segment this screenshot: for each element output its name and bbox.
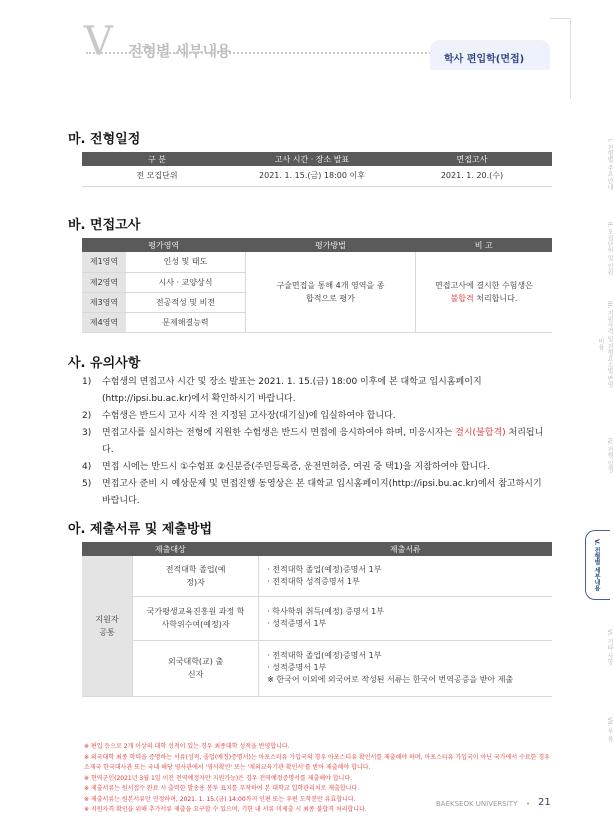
footnote: ※ 외국대학 최종 학력을 증명하는 서류(성적, 졸업(예정)증명서)는 아포스티유 가입국의 경우 아포스티유 확인서를 제출해야 하며, 아포스티유 가입국이 아닌 국가에서 수료한 경우 소재국 한국대사관 또는 국내 해당 영사관에서 '영사확인' 또는 '재외교육기관 확인서'를 받아 제출해야 합니다. <box>84 753 550 771</box>
section-tab-label: 학사 편입학(면접) <box>444 54 525 65</box>
note-number: 5) <box>82 479 92 489</box>
target-label: 전적대학 졸업(예정)자 <box>165 564 226 587</box>
side-nav-item-3[interactable]: III. 지원자격 및 전형요소별 반영비율 <box>597 300 613 388</box>
notes-list <box>82 374 552 510</box>
side-nav-item-6[interactable]: VI. 기타 사항 <box>606 629 613 665</box>
notes-heading: 사. 유의사항 <box>68 356 141 371</box>
footer-dot: • <box>526 800 531 808</box>
side-nav-item-4[interactable]: IV. 전형 일정 <box>606 437 613 473</box>
table-header-cell: 구 분 <box>82 152 232 166</box>
docs-cell <box>259 596 552 640</box>
remark-red-text: 불합격 <box>450 293 474 303</box>
docs-cell <box>259 556 552 596</box>
schedule-heading: 마. 전형일정 <box>68 132 141 147</box>
docs-table <box>82 542 552 697</box>
doc-line: · 성적증명서 1부 <box>267 619 327 628</box>
note-number: 3) <box>82 428 92 438</box>
chapter-letter: V <box>84 19 113 65</box>
footer-university: BAEKSEOK UNIVERSITY <box>436 800 518 808</box>
note-red-text: 결시(불합격) <box>455 428 506 438</box>
note-text: 면접고사 준비 시 예상문제 및 면접진행 동영상은 본 대학교 입시홈페이지(http://ipsi.bu.ac.kr)에서 참고하시기 바랍니다. <box>102 479 542 506</box>
footnote: ※ 현역군인(2021년 3월 1일 이전 전역예정자만 지원가능)은 경우 전역예정증명서를 제출해야 합니다. <box>84 774 353 782</box>
list-item <box>82 476 552 510</box>
header-bracket <box>550 18 571 99</box>
list-item <box>82 459 552 476</box>
target-label: 국가평생교육진흥원 과정 학사학위수여(예정)자 <box>146 607 245 629</box>
footnote: ※ 지원자격 확인을 위해 추가서류 제출을 요구할 수 있으며, 기한 내 서류 미제출 시 최종 불합격 처리합니다. <box>84 806 367 813</box>
note-number: 1) <box>82 377 92 387</box>
method-text: 구술면접을 통해 4개 영역을 종합적으로 평가 <box>276 280 385 303</box>
list-item <box>82 425 552 459</box>
area-number: 제4영역 <box>82 312 126 332</box>
area-number: 제3영역 <box>82 292 126 312</box>
schedule-table <box>82 152 552 187</box>
note-text: 처리됩니다. <box>102 428 544 455</box>
remark-text-2: 처리합니다. <box>473 293 518 303</box>
table-header-cell: 평가방법 <box>245 238 415 252</box>
docs-heading: 아. 제출서류 및 제출방법 <box>68 522 213 537</box>
target-cell <box>133 556 259 596</box>
side-nav-item-5-active[interactable] <box>585 530 610 600</box>
note-text: 수험생은 반드시 고사 시작 전 지정된 고사장(대기실)에 입실하여야 합니다. <box>102 411 396 421</box>
side-nav-item-1[interactable]: I. 전형별 주요 안내 <box>606 139 613 191</box>
area-number: 제2영역 <box>82 272 126 292</box>
note-number: 2) <box>82 411 92 421</box>
doc-line: ※ 한국어 이외에 외국어로 작성된 서류는 한국어 번역공증을 받아 제출 <box>267 675 514 684</box>
area-name: 시사 · 교양상식 <box>126 272 245 292</box>
table-header-cell: 평가영역 <box>82 238 245 252</box>
table-header-cell: 제출서류 <box>259 542 552 556</box>
table-header-row <box>82 152 552 166</box>
area-name: 전공적성 및 비전 <box>126 292 245 312</box>
section-tab <box>430 40 550 70</box>
interview-heading: 바. 면접고사 <box>68 218 141 233</box>
target-cell <box>133 640 259 696</box>
footnote: ※ 제출서류는 원본서류만 인정하며, 2021. 1. 15.(금) 14:00까지 인편 또는 우편 도착분만 유효합니다. <box>84 795 356 803</box>
footnote: ※ 제출서류는 원서접수 완료 시 출력한 발송용 봉투 표지를 부착하여 본 대학교 입학관리처로 제출합니다. <box>84 785 360 792</box>
remark-text-1: 면접고사에 결시한 수험생은 <box>435 280 533 290</box>
page-number: 21 <box>538 797 551 808</box>
note-text: 면접 시에는 반드시 ①수험표 ②신분증(주민등록증, 운전면허증, 여권 중 택1)을 지참하여야 합니다. <box>102 462 490 472</box>
area-name: 인성 및 태도 <box>126 252 245 272</box>
area-number: 제1영역 <box>82 252 126 272</box>
footnote: ※ 편입 등으로 2개 이상의 대학 성적이 있는 경우 최종대학 성적을 반영합니다. <box>84 743 290 750</box>
side-nav-item-5-label: V. 전형별 세부내용 <box>593 539 600 592</box>
docs-cell <box>259 640 552 696</box>
note-text: 면접고사를 실시하는 전형에 지원한 수험생은 반드시 면접에 응시하여야 하며, 미응시자는 <box>102 428 456 438</box>
area-name: 문제해결능력 <box>126 312 245 332</box>
doc-line: · 학사학위 취득(예정) 증명서 1부 <box>267 607 384 616</box>
side-nav-item-7[interactable]: VII. 부 록 <box>606 717 613 743</box>
doc-line: · 전적대학 성적증명서 1부 <box>267 576 360 586</box>
chapter-title: 전형별 세부내용 <box>128 42 231 60</box>
table-row <box>82 252 552 272</box>
table-header-cell: 고사 시간 · 장소 발표 <box>232 152 392 166</box>
table-cell: 2021. 1. 20.(수) <box>392 166 552 186</box>
doc-line: · 전적대학 졸업(예정)증명서 1부 <box>267 651 382 660</box>
target-label: 외국대학(교) 출신자 <box>168 657 224 679</box>
doc-line: · 성적증명서 1부 <box>267 663 327 672</box>
table-row <box>82 166 552 186</box>
table-header-row <box>82 238 552 252</box>
table-header-cell: 면접고사 <box>392 152 552 166</box>
table-cell: 전 모집단위 <box>82 166 232 186</box>
list-item <box>82 408 552 425</box>
table-cell: 2021. 1. 15.(금) 18:00 이후 <box>232 166 392 186</box>
doc-line: · 전적대학 졸업(예정)증명서 1부 <box>267 564 382 574</box>
remark-cell <box>415 252 552 332</box>
table-header-row <box>82 542 552 556</box>
table-row <box>82 556 552 596</box>
side-nav-item-2[interactable]: II. 모집단위 및 인원 <box>606 222 613 276</box>
method-cell <box>245 252 415 332</box>
list-item <box>82 374 552 408</box>
table-header-cell: 비 고 <box>415 238 552 252</box>
note-text: 수험생의 면접고사 시간 및 장소 발표는 2021. 1. 15.(금) 18:00 이후에 본 대학교 입시홈페이지(http://ipsi.bu.ac.kr)에서 확인하시기 바랍니다. <box>102 377 482 404</box>
table-header-cell: 제출대상 <box>82 542 259 556</box>
table-row <box>82 596 552 640</box>
table-row <box>82 640 552 696</box>
target-cell <box>133 596 259 640</box>
group-cell <box>82 556 133 696</box>
group-label: 지원자 공통 <box>95 614 119 637</box>
note-number: 4) <box>82 462 92 472</box>
interview-table <box>82 238 552 333</box>
